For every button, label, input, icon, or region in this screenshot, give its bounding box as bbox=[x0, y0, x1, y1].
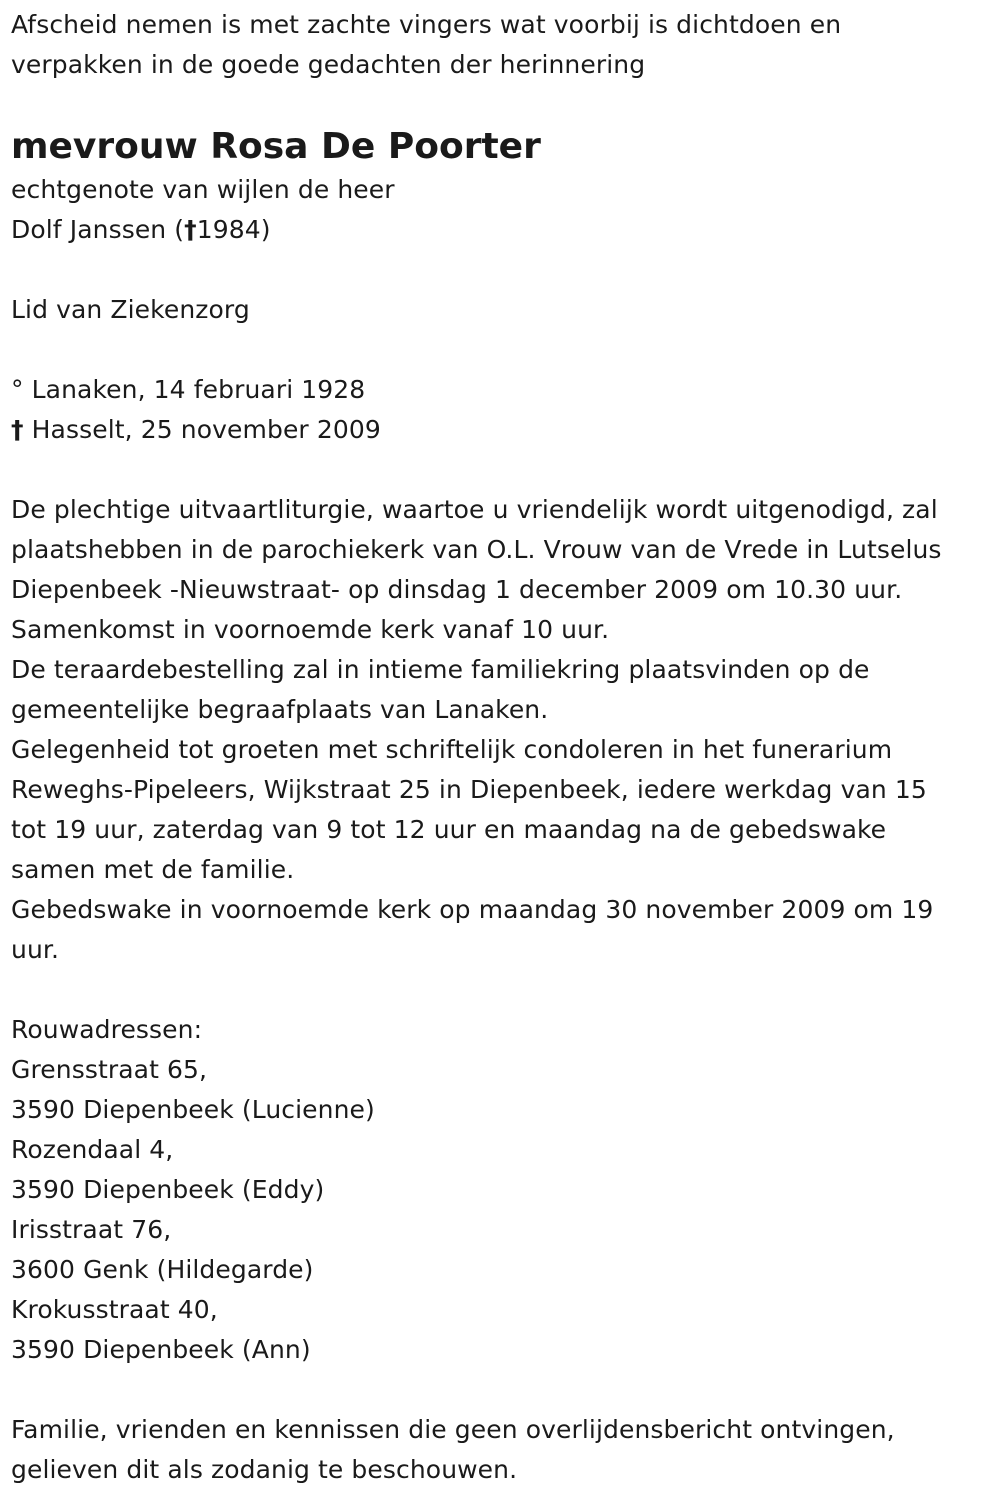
ceremony-line: De plechtige uitvaartliturgie, waartoe u vriendelijk wordt uitgenodigd, zal bbox=[11, 495, 938, 524]
relation-prefix: Dolf Janssen ( bbox=[11, 215, 185, 244]
address-line: Grensstraat 65, bbox=[11, 1055, 208, 1084]
cross-icon: † bbox=[184, 215, 197, 244]
intro-line-2: verpakken in de goede gedachten der herinnering bbox=[11, 50, 646, 79]
membership: Lid van Ziekenzorg bbox=[11, 295, 250, 324]
death-text: Hasselt, 25 november 2009 bbox=[23, 415, 381, 444]
ceremony-line: De teraardebestelling zal in intieme familiekring plaatsvinden op de bbox=[11, 655, 870, 684]
relation-suffix: 1984) bbox=[196, 215, 271, 244]
ceremony-line: Samenkomst in voornoemde kerk vanaf 10 uur. bbox=[11, 615, 610, 644]
closing-line-2: gelieven dit als zodanig te beschouwen. bbox=[11, 1455, 518, 1484]
spacer bbox=[11, 250, 996, 290]
ceremony-line: Diepenbeek -Nieuwstraat- op dinsdag 1 december 2009 om 10.30 uur. bbox=[11, 575, 903, 604]
ceremony-line: Gelegenheid tot groeten met schriftelijk condoleren in het funerarium bbox=[11, 735, 893, 764]
ceremony-line: Reweghs-Pipeleers, Wijkstraat 25 in Diepenbeek, iedere werkdag van 15 bbox=[11, 775, 927, 804]
address-line: Krokusstraat 40, bbox=[11, 1295, 218, 1324]
spacer bbox=[11, 1370, 996, 1410]
death-line bbox=[11, 410, 996, 450]
address-line: Rozendaal 4, bbox=[11, 1135, 174, 1164]
address-line: Irisstraat 76, bbox=[11, 1215, 172, 1244]
ceremony-line: uur. bbox=[11, 935, 60, 964]
ceremony-line: gemeentelijke begraafplaats van Lanaken. bbox=[11, 695, 549, 724]
obituary-document bbox=[11, 5, 996, 1490]
addresses-heading: Rouwadressen: bbox=[11, 1015, 203, 1044]
address-line: 3590 Diepenbeek (Lucienne) bbox=[11, 1095, 375, 1124]
addresses-block bbox=[11, 1010, 996, 1370]
relation-line-1: echtgenote van wijlen de heer bbox=[11, 175, 395, 204]
address-line: 3600 Genk (Hildegarde) bbox=[11, 1255, 314, 1284]
address-line: 3590 Diepenbeek (Ann) bbox=[11, 1335, 311, 1364]
deceased-name: mevrouw Rosa De Poorter bbox=[11, 126, 541, 167]
address-line: 3590 Diepenbeek (Eddy) bbox=[11, 1175, 325, 1204]
ceremony-line: tot 19 uur, zaterdag van 9 tot 12 uur en maandag na de gebedswake bbox=[11, 815, 887, 844]
ceremony-line: plaatshebben in de parochiekerk van O.L. Vrouw van de Vrede in Lutselus bbox=[11, 535, 942, 564]
spacer bbox=[11, 970, 996, 1010]
intro-line-1: Afscheid nemen is met zachte vingers wat voorbij is dichtdoen en bbox=[11, 10, 842, 39]
spacer bbox=[11, 330, 996, 370]
birth-line: ° Lanaken, 14 februari 1928 bbox=[11, 375, 366, 404]
ceremony-block bbox=[11, 490, 996, 970]
ceremony-line: Gebedswake in voornoemde kerk op maandag 30 november 2009 om 19 bbox=[11, 895, 934, 924]
cross-icon: † bbox=[11, 415, 24, 444]
relation-line-2 bbox=[11, 210, 996, 250]
spacer bbox=[11, 450, 996, 490]
ceremony-line: samen met de familie. bbox=[11, 855, 295, 884]
closing-line-1: Familie, vrienden en kennissen die geen overlijdensbericht ontvingen, bbox=[11, 1415, 895, 1444]
